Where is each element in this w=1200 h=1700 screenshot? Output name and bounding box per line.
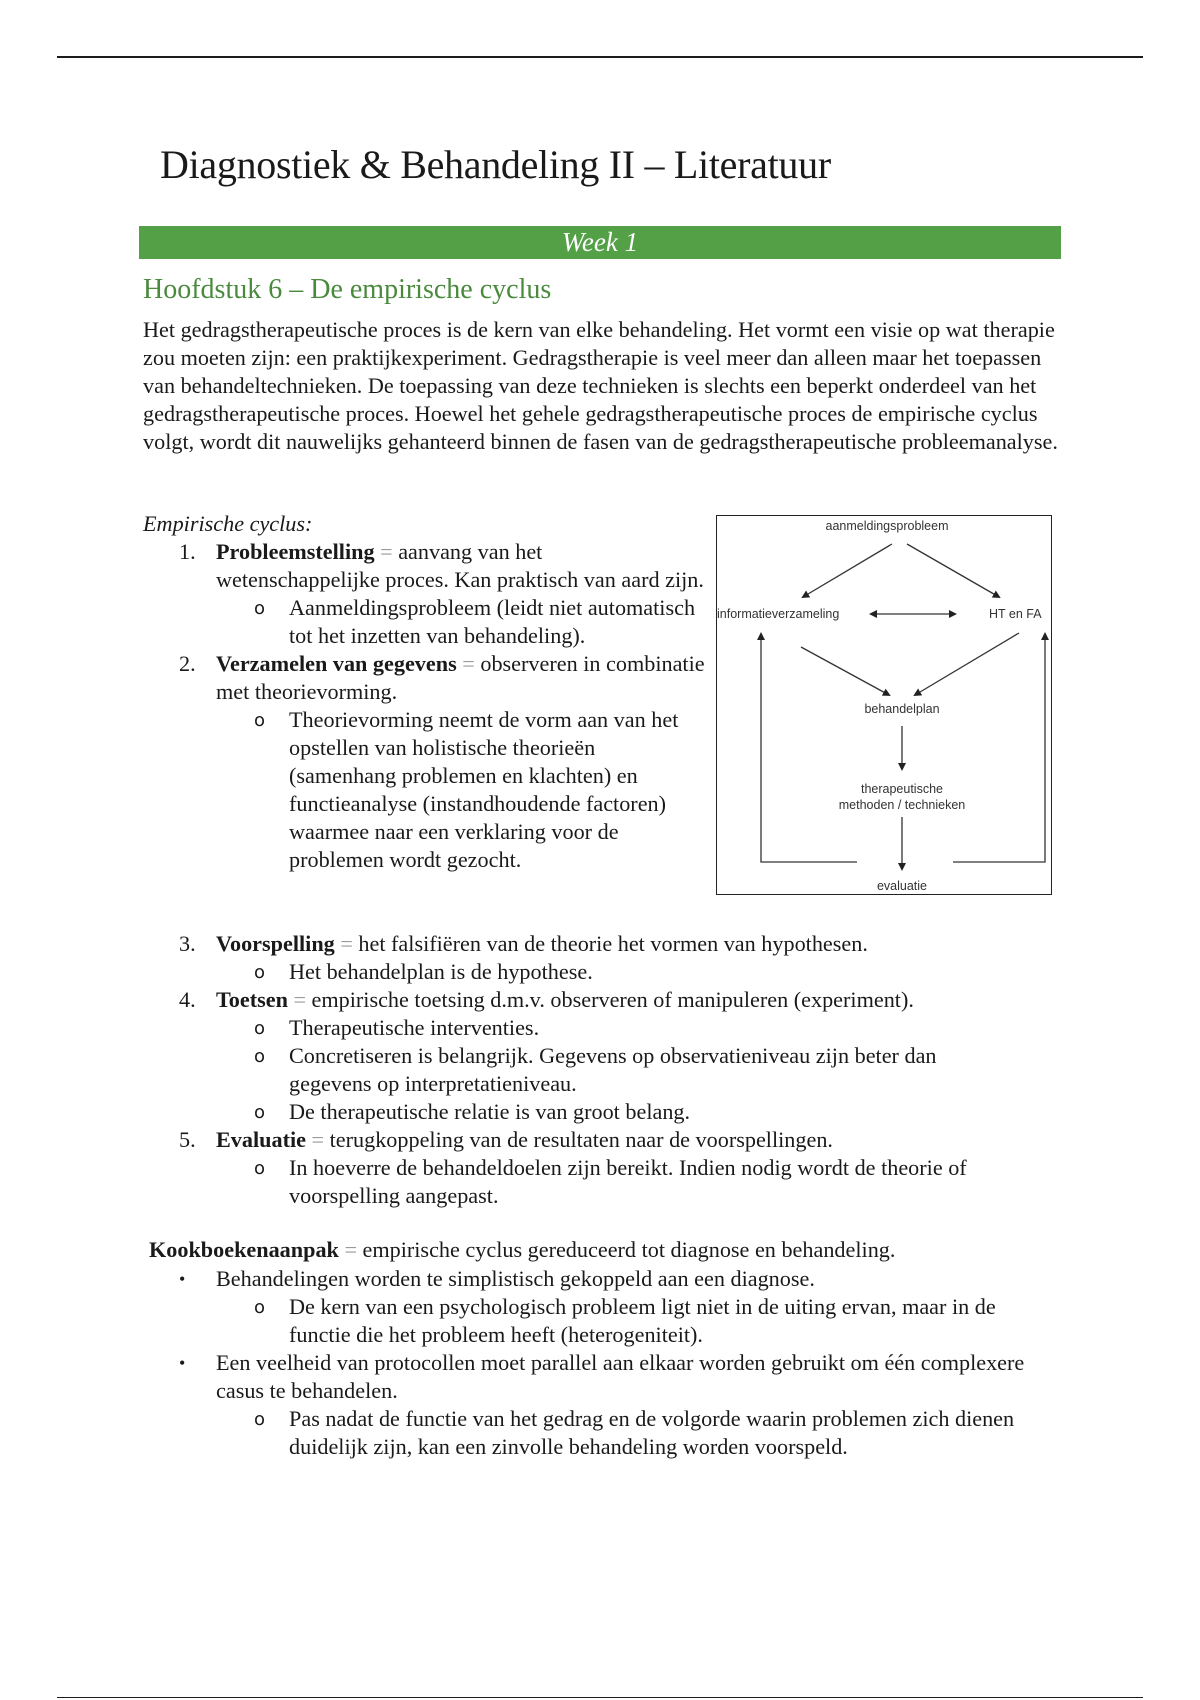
step-item: [179, 650, 706, 874]
step-term: Probleemstelling: [216, 539, 375, 564]
kookboek-sep: =: [338, 1237, 363, 1262]
step-text: aanvang van het wetenschappelijke proces. Kan praktisch van aard zijn.: [216, 539, 704, 592]
node-evaluatie: evaluatie: [876, 879, 928, 893]
kookboek-text: empirische cyclus gereduceerd tot diagnose en behandeling.: [362, 1237, 896, 1262]
arrow-to-htfa: [907, 544, 999, 597]
bullet-dot: •: [179, 1269, 186, 1289]
bullet-subitem: [254, 1405, 1046, 1461]
step-sublist: [254, 594, 706, 650]
step-item: [179, 1126, 1076, 1210]
page-title: Diagnostiek & Behandeling II – Literatuur: [160, 142, 831, 187]
step-subitem: [254, 1014, 1024, 1042]
node-informatie: informatieverzameling: [717, 607, 840, 621]
bullet-subtext: Pas nadat de functie van het gedrag en de volgorde waarin problemen zich dienen duidelijk zijn, kan een zinvolle behandeling worden voorspeld.: [289, 1406, 1015, 1459]
step-subitem: [254, 1154, 1024, 1210]
step-sep: =: [287, 987, 312, 1012]
sub-bullet: o: [254, 962, 266, 983]
step-text: het falsifiëren van de theorie het vormen van hypothesen.: [358, 931, 868, 956]
step-sublist: [254, 706, 694, 874]
step-term: Voorspelling: [216, 931, 335, 956]
step-number: 1.: [179, 539, 196, 564]
bullet-text: Een veelheid van protocollen moet parallel aan elkaar worden gebruikt om één complexere casus te behandelen.: [216, 1350, 1025, 1403]
step-subtext: Concretiseren is belangrijk. Gegevens op observatieniveau zijn beter dan gegevens op interpretatieniveau.: [289, 1043, 937, 1096]
bullet-subtext: De kern van een psychologisch probleem ligt niet in de uiting ervan, maar in de functie die het probleem heeft (heterogeniteit).: [289, 1294, 996, 1347]
cycle-steps-b: [179, 930, 1076, 1210]
step-term: Verzamelen van gegevens: [216, 651, 457, 676]
feedback-left: [761, 634, 857, 862]
step-number: 2.: [179, 651, 196, 676]
step-sep: =: [456, 651, 481, 676]
step-sep: =: [374, 539, 399, 564]
step-text: observeren in combinatie met theorievorming.: [216, 651, 705, 704]
step-subtext: In hoeverre de behandeldoelen zijn bereikt. Indien nodig wordt de theorie of voorspelling aangepast.: [289, 1155, 967, 1208]
kookboek-term: Kookboekenaanpak: [149, 1237, 339, 1262]
sub-bullet: o: [254, 1046, 266, 1067]
bullet-sublist: [254, 1293, 1046, 1349]
node-methoden-line2: methoden / technieken: [838, 798, 966, 812]
bottom-rule: [57, 1697, 1143, 1698]
sub-bullet: o: [254, 598, 266, 619]
node-aanmelding: aanmeldingsprobleem: [825, 519, 949, 533]
step-number: 4.: [179, 987, 196, 1012]
sub-bullet: o: [254, 1018, 266, 1039]
node-methoden: [807, 781, 997, 813]
chapter-heading: Hoofdstuk 6 – De empirische cyclus: [143, 274, 552, 305]
step-number: 5.: [179, 1127, 196, 1152]
bullet-dot: •: [179, 1353, 186, 1373]
bullet-text: Behandelingen worden te simplistisch gekoppeld aan een diagnose.: [216, 1266, 815, 1291]
bullet-item: [179, 1265, 1046, 1349]
step-subitem: [254, 594, 706, 650]
cycle-diagram: [716, 515, 1052, 895]
step-subitem: [254, 706, 694, 874]
bullet-sublist: [254, 1405, 1046, 1461]
step-subitem: [254, 1098, 1024, 1126]
sub-bullet: o: [254, 1297, 266, 1318]
sub-bullet: o: [254, 1102, 266, 1123]
feedback-right: [953, 634, 1045, 862]
top-rule: [57, 56, 1143, 58]
step-item: [179, 538, 706, 650]
arrow-to-informatie: [803, 544, 892, 597]
step-sublist: [254, 1154, 1024, 1210]
arrow-informatie-behandelplan: [801, 647, 889, 695]
step-term: Toetsen: [216, 987, 288, 1012]
step-item: [179, 930, 1076, 986]
step-item: [179, 986, 1076, 1126]
step-sep: =: [306, 1127, 330, 1152]
step-subitem: [254, 1042, 1024, 1098]
sub-bullet: o: [254, 1409, 266, 1430]
step-subtext: De therapeutische relatie is van groot belang.: [289, 1099, 691, 1124]
step-sep: =: [334, 931, 359, 956]
bullet-item: [179, 1349, 1046, 1461]
step-subtext: Aanmeldingsprobleem (leidt niet automatisch tot het inzetten van behandeling).: [289, 595, 696, 648]
step-text: empirische toetsing d.m.v. observeren of manipuleren (experiment).: [311, 987, 914, 1012]
step-subitem: [254, 958, 1076, 986]
sub-bullet: o: [254, 710, 266, 731]
step-text: terugkoppeling van de resultaten naar de voorspellingen.: [329, 1127, 833, 1152]
step-number: 3.: [179, 931, 196, 956]
node-htfa: HT en FA: [989, 607, 1042, 621]
arrow-htfa-behandelplan: [915, 633, 1019, 695]
step-subtext: Het behandelplan is de hypothese.: [289, 959, 593, 984]
step-subtext: Theorievorming neemt de vorm aan van het opstellen van holistische theorieën (samenhang problemen en klachten) en functieanalyse (instandhoudende factoren) waarmee naar een verklaring voor de problemen wordt gezocht.: [289, 707, 679, 872]
node-behandelplan: behandelplan: [864, 702, 940, 716]
cycle-heading: Empirische cyclus:: [143, 511, 313, 536]
step-sublist: [254, 958, 1076, 986]
step-sublist: [254, 1014, 1024, 1126]
week-banner: Week 1: [139, 226, 1061, 259]
step-subtext: Therapeutische interventies.: [289, 1015, 540, 1040]
intro-paragraph: Het gedragstherapeutische proces is de kern van elke behandeling. Het vormt een visie op wat therapie zou moeten zijn: een praktijkexperiment. Gedragstherapie is veel meer dan alleen maar het toepassen van behandeltechnieken. De toepassing van deze technieken is slechts een beperkt onderdeel van het gedragstherapeutische proces. Hoewel het gehele gedragstherapeutische proces de empirische cyclus volgt, wordt dit nauwelijks gehanteerd binnen de fasen van de gedragstherapeutische probleemanalyse.: [143, 317, 1058, 454]
bullet-subitem: [254, 1293, 1046, 1349]
cycle-steps-a: [179, 538, 706, 874]
node-methoden-line1: therapeutische: [860, 782, 943, 796]
step-term: Evaluatie: [216, 1127, 306, 1152]
kookboek-definition: [149, 1236, 895, 1264]
sub-bullet: o: [254, 1158, 266, 1179]
kookboek-bullets: [179, 1265, 1046, 1461]
